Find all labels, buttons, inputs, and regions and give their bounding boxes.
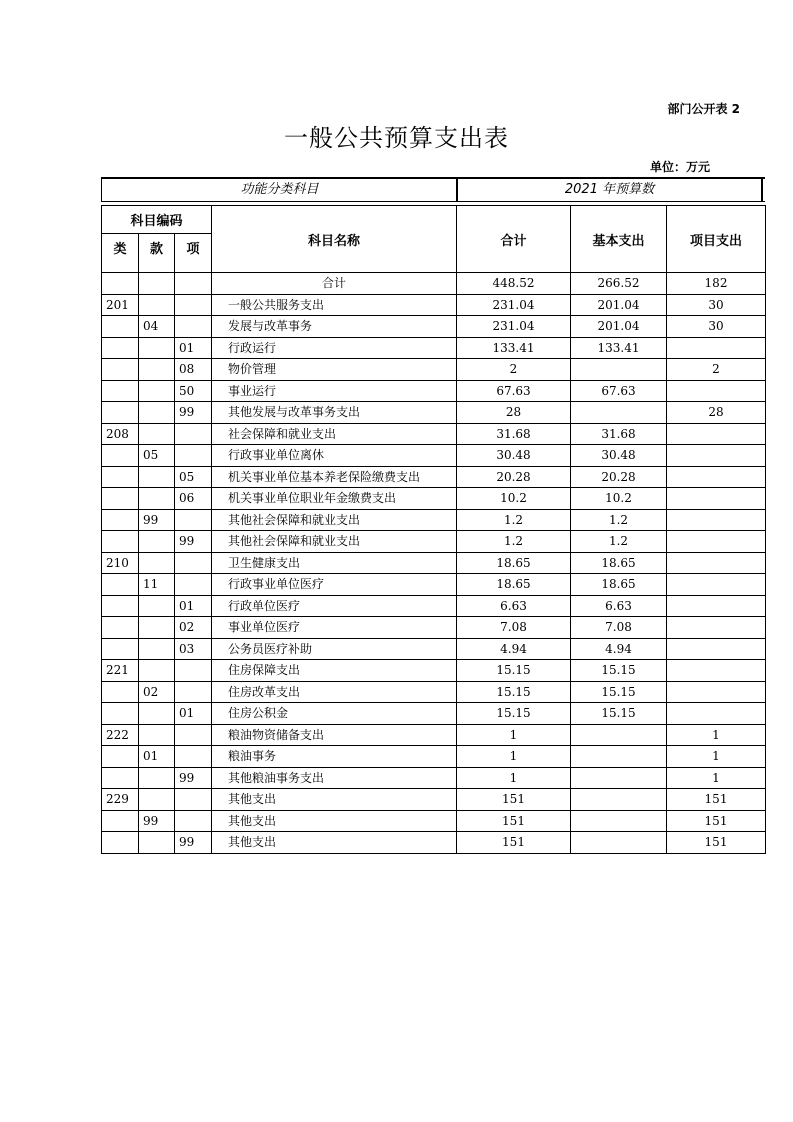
cell-item-name: 粮油事务: [212, 746, 457, 768]
cell-lei: 201: [102, 294, 139, 316]
cell-xiang: 99: [175, 832, 212, 854]
cell-project: [667, 552, 766, 574]
cell-project: 1: [667, 767, 766, 789]
cell-basic: 1.2: [571, 531, 667, 553]
header-basic-expenditure: 基本支出: [571, 206, 667, 273]
cell-kuan: 99: [139, 810, 175, 832]
cell-project: [667, 595, 766, 617]
table-row-total: [102, 273, 766, 295]
cell-project: 151: [667, 810, 766, 832]
cell-item-name: 公务员医疗补助: [212, 638, 457, 660]
table-row: [102, 789, 766, 811]
cell-kuan: 11: [139, 574, 175, 596]
header-total: 合计: [457, 206, 571, 273]
cell-xiang: [175, 789, 212, 811]
group-header-functional-classification: 功能分类科目: [101, 179, 457, 201]
cell-basic: [571, 359, 667, 381]
cell-kuan: [139, 466, 175, 488]
cell-xiang: [175, 810, 212, 832]
cell-kuan: 02: [139, 681, 175, 703]
cell-kuan: [139, 638, 175, 660]
header-item-name: 科目名称: [212, 206, 457, 273]
cell-lei: [102, 595, 139, 617]
cell-project: 151: [667, 789, 766, 811]
cell-item-name: 其他支出: [212, 832, 457, 854]
cell-total: 31.68: [457, 423, 571, 445]
cell-kuan: [139, 402, 175, 424]
table-row: [102, 703, 766, 725]
cell-lei: [102, 746, 139, 768]
cell-basic: 15.15: [571, 660, 667, 682]
cell-item-name: 社会保障和就业支出: [212, 423, 457, 445]
cell-kuan: 01: [139, 746, 175, 768]
cell-xiang: [175, 509, 212, 531]
cell-basic: 18.65: [571, 574, 667, 596]
cell-item-name: 其他社会保障和就业支出: [212, 531, 457, 553]
cell-xiang: 05: [175, 466, 212, 488]
cell-project: 30: [667, 294, 766, 316]
cell-lei: 221: [102, 660, 139, 682]
cell-basic: [571, 767, 667, 789]
cell-basic: 31.68: [571, 423, 667, 445]
table-row: [102, 466, 766, 488]
cell-lei: 222: [102, 724, 139, 746]
table-row: [102, 681, 766, 703]
cell-lei: [102, 380, 139, 402]
table-row: [102, 552, 766, 574]
cell-xiang: 99: [175, 767, 212, 789]
cell-lei: 229: [102, 789, 139, 811]
cell-project: 28: [667, 402, 766, 424]
cell-xiang: [175, 574, 212, 596]
cell-total: 18.65: [457, 552, 571, 574]
header-code-group: 科目编码: [102, 206, 212, 234]
cell-xiang: [175, 316, 212, 338]
cell-kuan: [139, 488, 175, 510]
cell-basic: 6.63: [571, 595, 667, 617]
cell-kuan: [139, 703, 175, 725]
cell-project: [667, 509, 766, 531]
cell-basic: [571, 832, 667, 854]
cell-total: 231.04: [457, 294, 571, 316]
cell-xiang: 06: [175, 488, 212, 510]
cell-lei: [102, 681, 139, 703]
cell-item-name: 事业运行: [212, 380, 457, 402]
cell-xiang: [175, 423, 212, 445]
header-kuan: 款: [139, 234, 175, 273]
cell-xiang: 99: [175, 402, 212, 424]
cell-total: 151: [457, 810, 571, 832]
table-row: [102, 574, 766, 596]
header-xiang: 项: [175, 234, 212, 273]
cell-item-name: 卫生健康支出: [212, 552, 457, 574]
cell-item-name: 合计: [212, 273, 457, 295]
table-row: [102, 724, 766, 746]
cell-kuan: [139, 423, 175, 445]
cell-xiang: 99: [175, 531, 212, 553]
cell-kuan: 99: [139, 509, 175, 531]
cell-basic: 7.08: [571, 617, 667, 639]
table-row: [102, 294, 766, 316]
table-row: [102, 660, 766, 682]
cell-total: 67.63: [457, 380, 571, 402]
cell-item-name: 物价管理: [212, 359, 457, 381]
cell-item-name: 行政单位医疗: [212, 595, 457, 617]
cell-project: 30: [667, 316, 766, 338]
cell-item-name: 其他支出: [212, 810, 457, 832]
cell-lei: [102, 466, 139, 488]
table-row: [102, 595, 766, 617]
cell-total: 231.04: [457, 316, 571, 338]
cell-lei: [102, 703, 139, 725]
cell-total: 15.15: [457, 681, 571, 703]
cell-lei: [102, 402, 139, 424]
cell-xiang: 01: [175, 595, 212, 617]
cell-total: 448.52: [457, 273, 571, 295]
cell-total: 28: [457, 402, 571, 424]
cell-lei: [102, 767, 139, 789]
cell-total: 15.15: [457, 660, 571, 682]
cell-kuan: [139, 724, 175, 746]
cell-project: [667, 423, 766, 445]
cell-item-name: 其他粮油事务支出: [212, 767, 457, 789]
cell-kuan: [139, 337, 175, 359]
cell-project: [667, 488, 766, 510]
table-row: [102, 359, 766, 381]
cell-project: [667, 660, 766, 682]
cell-kuan: [139, 660, 175, 682]
cell-item-name: 住房保障支出: [212, 660, 457, 682]
cell-basic: [571, 746, 667, 768]
cell-xiang: 50: [175, 380, 212, 402]
table-row: [102, 316, 766, 338]
cell-item-name: 粮油物资储备支出: [212, 724, 457, 746]
table-row: [102, 488, 766, 510]
cell-basic: [571, 789, 667, 811]
cell-basic: 10.2: [571, 488, 667, 510]
cell-lei: [102, 531, 139, 553]
table-row: [102, 617, 766, 639]
cell-project: [667, 681, 766, 703]
cell-basic: [571, 402, 667, 424]
cell-total: 2: [457, 359, 571, 381]
group-header-budget-year: 2021 年预算数: [456, 179, 763, 201]
cell-item-name: 其他支出: [212, 789, 457, 811]
cell-lei: [102, 488, 139, 510]
cell-project: [667, 617, 766, 639]
cell-project: [667, 337, 766, 359]
cell-lei: [102, 574, 139, 596]
cell-basic: 67.63: [571, 380, 667, 402]
cell-basic: 30.48: [571, 445, 667, 467]
cell-project: 1: [667, 724, 766, 746]
cell-project: [667, 466, 766, 488]
cell-item-name: 行政运行: [212, 337, 457, 359]
cell-xiang: [175, 552, 212, 574]
cell-xiang: 08: [175, 359, 212, 381]
unit-label: 单位：万元: [649, 160, 710, 174]
cell-kuan: [139, 789, 175, 811]
document-number: 部门公开表 2: [667, 102, 740, 116]
cell-total: 1: [457, 746, 571, 768]
cell-kuan: [139, 767, 175, 789]
cell-project: [667, 703, 766, 725]
cell-xiang: 01: [175, 703, 212, 725]
cell-xiang: [175, 746, 212, 768]
cell-kuan: 04: [139, 316, 175, 338]
cell-total: 4.94: [457, 638, 571, 660]
cell-xiang: [175, 681, 212, 703]
cell-total: 7.08: [457, 617, 571, 639]
cell-basic: [571, 724, 667, 746]
table-row: [102, 638, 766, 660]
cell-item-name: 发展与改革事务: [212, 316, 457, 338]
table-row: [102, 531, 766, 553]
cell-basic: [571, 810, 667, 832]
cell-xiang: [175, 294, 212, 316]
cell-basic: 18.65: [571, 552, 667, 574]
cell-lei: [102, 316, 139, 338]
cell-lei: [102, 337, 139, 359]
cell-total: 20.28: [457, 466, 571, 488]
cell-xiang: [175, 660, 212, 682]
cell-project: 151: [667, 832, 766, 854]
cell-item-name: 其他社会保障和就业支出: [212, 509, 457, 531]
cell-basic: 15.15: [571, 681, 667, 703]
cell-total: 10.2: [457, 488, 571, 510]
table-row: [102, 402, 766, 424]
cell-basic: 201.04: [571, 316, 667, 338]
cell-basic: 201.04: [571, 294, 667, 316]
cell-basic: 266.52: [571, 273, 667, 295]
cell-kuan: [139, 531, 175, 553]
table-row: [102, 380, 766, 402]
cell-project: [667, 531, 766, 553]
cell-lei: [102, 445, 139, 467]
cell-lei: [102, 810, 139, 832]
cell-total: 30.48: [457, 445, 571, 467]
cell-lei: [102, 509, 139, 531]
table-row: [102, 746, 766, 768]
page-title: 一般公共预算支出表: [284, 124, 509, 152]
cell-lei: [102, 638, 139, 660]
cell-kuan: [139, 294, 175, 316]
header-project-expenditure: 项目支出: [667, 206, 766, 273]
cell-xiang: [175, 724, 212, 746]
cell-total: 151: [457, 789, 571, 811]
cell-project: [667, 380, 766, 402]
table-row: [102, 445, 766, 467]
cell-kuan: [139, 617, 175, 639]
cell-lei: 208: [102, 423, 139, 445]
cell-xiang: [175, 273, 212, 295]
cell-project: [667, 574, 766, 596]
cell-item-name: 行政事业单位离休: [212, 445, 457, 467]
cell-basic: 15.15: [571, 703, 667, 725]
cell-project: [667, 445, 766, 467]
table-row: [102, 832, 766, 854]
cell-lei: 210: [102, 552, 139, 574]
cell-total: 18.65: [457, 574, 571, 596]
cell-total: 6.63: [457, 595, 571, 617]
cell-kuan: [139, 595, 175, 617]
cell-lei: [102, 273, 139, 295]
cell-item-name: 行政事业单位医疗: [212, 574, 457, 596]
cell-item-name: 一般公共服务支出: [212, 294, 457, 316]
cell-item-name: 事业单位医疗: [212, 617, 457, 639]
cell-basic: 4.94: [571, 638, 667, 660]
budget-table: [101, 205, 766, 854]
cell-total: 1.2: [457, 509, 571, 531]
cell-kuan: [139, 359, 175, 381]
table-row: [102, 509, 766, 531]
cell-item-name: 住房公积金: [212, 703, 457, 725]
cell-basic: 133.41: [571, 337, 667, 359]
cell-item-name: 机关事业单位职业年金缴费支出: [212, 488, 457, 510]
table-row: [102, 810, 766, 832]
header-lei: 类: [102, 234, 139, 273]
cell-xiang: 03: [175, 638, 212, 660]
cell-kuan: 05: [139, 445, 175, 467]
cell-total: 1.2: [457, 531, 571, 553]
table-row: [102, 767, 766, 789]
cell-lei: [102, 832, 139, 854]
cell-lei: [102, 359, 139, 381]
cell-xiang: 01: [175, 337, 212, 359]
cell-xiang: [175, 445, 212, 467]
cell-total: 1: [457, 724, 571, 746]
budget-table-body: [102, 273, 766, 854]
cell-basic: 1.2: [571, 509, 667, 531]
cell-kuan: [139, 552, 175, 574]
cell-kuan: [139, 273, 175, 295]
cell-basic: 20.28: [571, 466, 667, 488]
cell-lei: [102, 617, 139, 639]
cell-item-name: 住房改革支出: [212, 681, 457, 703]
table-row: [102, 337, 766, 359]
cell-project: 2: [667, 359, 766, 381]
cell-kuan: [139, 832, 175, 854]
cell-kuan: [139, 380, 175, 402]
cell-project: 182: [667, 273, 766, 295]
cell-total: 151: [457, 832, 571, 854]
table-row: [102, 423, 766, 445]
cell-item-name: 其他发展与改革事务支出: [212, 402, 457, 424]
cell-total: 133.41: [457, 337, 571, 359]
cell-item-name: 机关事业单位基本养老保险缴费支出: [212, 466, 457, 488]
group-header-band: [101, 177, 765, 202]
cell-total: 15.15: [457, 703, 571, 725]
cell-xiang: 02: [175, 617, 212, 639]
cell-project: [667, 638, 766, 660]
cell-project: 1: [667, 746, 766, 768]
cell-total: 1: [457, 767, 571, 789]
